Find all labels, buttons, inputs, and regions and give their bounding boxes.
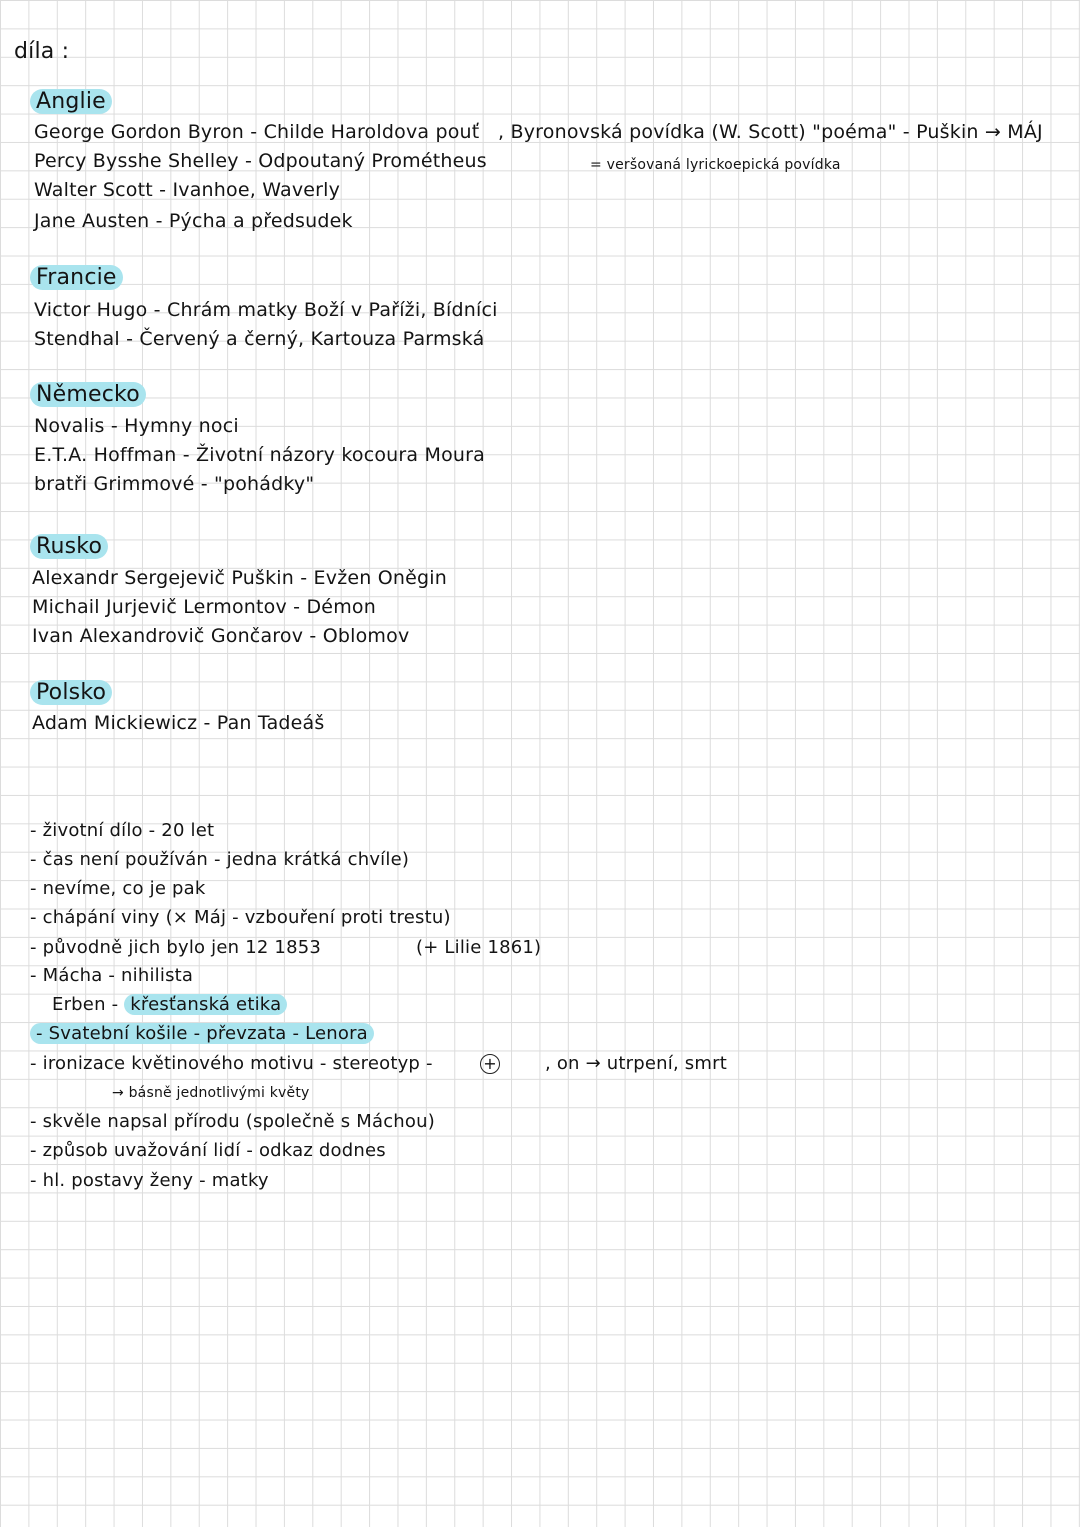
plus-circle-icon: + (480, 1054, 500, 1074)
byron-side-note: , Byronovská povídka (W. Scott) "poéma" - Puškin → MÁJ (498, 121, 1043, 143)
note-line: - nevíme, co je pak (30, 878, 206, 899)
section-heading-nemecko: Německo (30, 381, 146, 409)
note-line: - životní dílo - 20 let (30, 820, 215, 841)
francie-line-1: Victor Hugo - Chrám matky Boží v Paříži, Bídníci (34, 299, 498, 321)
page-title: díla : (14, 39, 70, 64)
polsko-line-1: Adam Mickiewicz - Pan Tadeáš (32, 712, 325, 734)
nemecko-line-1: Novalis - Hymny noci (34, 415, 239, 437)
note-subline: → básně jednotlivými květy (112, 1085, 310, 1101)
note-erben-label: Erben - (52, 994, 119, 1015)
byron-side-subnote: = veršovaná lyrickoepická povídka (590, 157, 841, 173)
nemecko-line-3: bratři Grimmové - "pohádky" (34, 473, 315, 495)
francie-line-2: Stendhal - Červený a černý, Kartouza Parmská (34, 328, 485, 350)
nemecko-line-2: E.T.A. Hoffman - Životní názory kocoura Moura (34, 444, 486, 466)
anglie-line-3: Walter Scott - Ivanhoe, Waverly (34, 179, 341, 201)
anglie-line-4: Jane Austen - Pýcha a předsudek (34, 210, 353, 232)
note-line: - skvěle napsal přírodu (společně s Máchou) (30, 1111, 435, 1132)
note-line: - chápání viny (× Máj - vzbouření proti trestu) (30, 907, 451, 928)
note-line: - hl. postavy ženy - matky (30, 1170, 269, 1191)
note-highlight: - Svatební košile - převzata - Lenora (30, 1023, 374, 1044)
rusko-line-1: Alexandr Sergejevič Puškin - Evžen Oněgin (32, 567, 448, 589)
note-line: , on → utrpení, smrt (545, 1053, 727, 1074)
note-line: - ironizace květinového motivu - stereotyp - (30, 1053, 433, 1074)
rusko-line-2: Michail Jurjevič Lermontov - Démon (32, 596, 376, 618)
section-heading-polsko: Polsko (30, 679, 112, 707)
note-highlight: křesťanská etika (124, 994, 287, 1015)
note-line (52, 992, 287, 1018)
note-line: - Mácha - nihilista (30, 965, 194, 986)
note-line (30, 1021, 374, 1047)
section-heading-anglie: Anglie (30, 88, 112, 116)
anglie-line-1: George Gordon Byron - Childe Haroldova pouť (34, 121, 480, 143)
note-line: - původně jich bylo jen 12 1853 (30, 937, 322, 958)
section-heading-francie: Francie (30, 264, 123, 292)
note-line: - způsob uvažování lidí - odkaz dodnes (30, 1140, 386, 1161)
note-line: - čas není používán - jedna krátká chvíle) (30, 849, 410, 870)
rusko-line-3: Ivan Alexandrovič Gončarov - Oblomov (32, 625, 410, 647)
note-line: (+ Lilie 1861) (416, 937, 542, 958)
section-heading-rusko: Rusko (30, 533, 108, 561)
anglie-line-2: Percy Bysshe Shelley - Odpoutaný Prométheus (34, 150, 487, 172)
